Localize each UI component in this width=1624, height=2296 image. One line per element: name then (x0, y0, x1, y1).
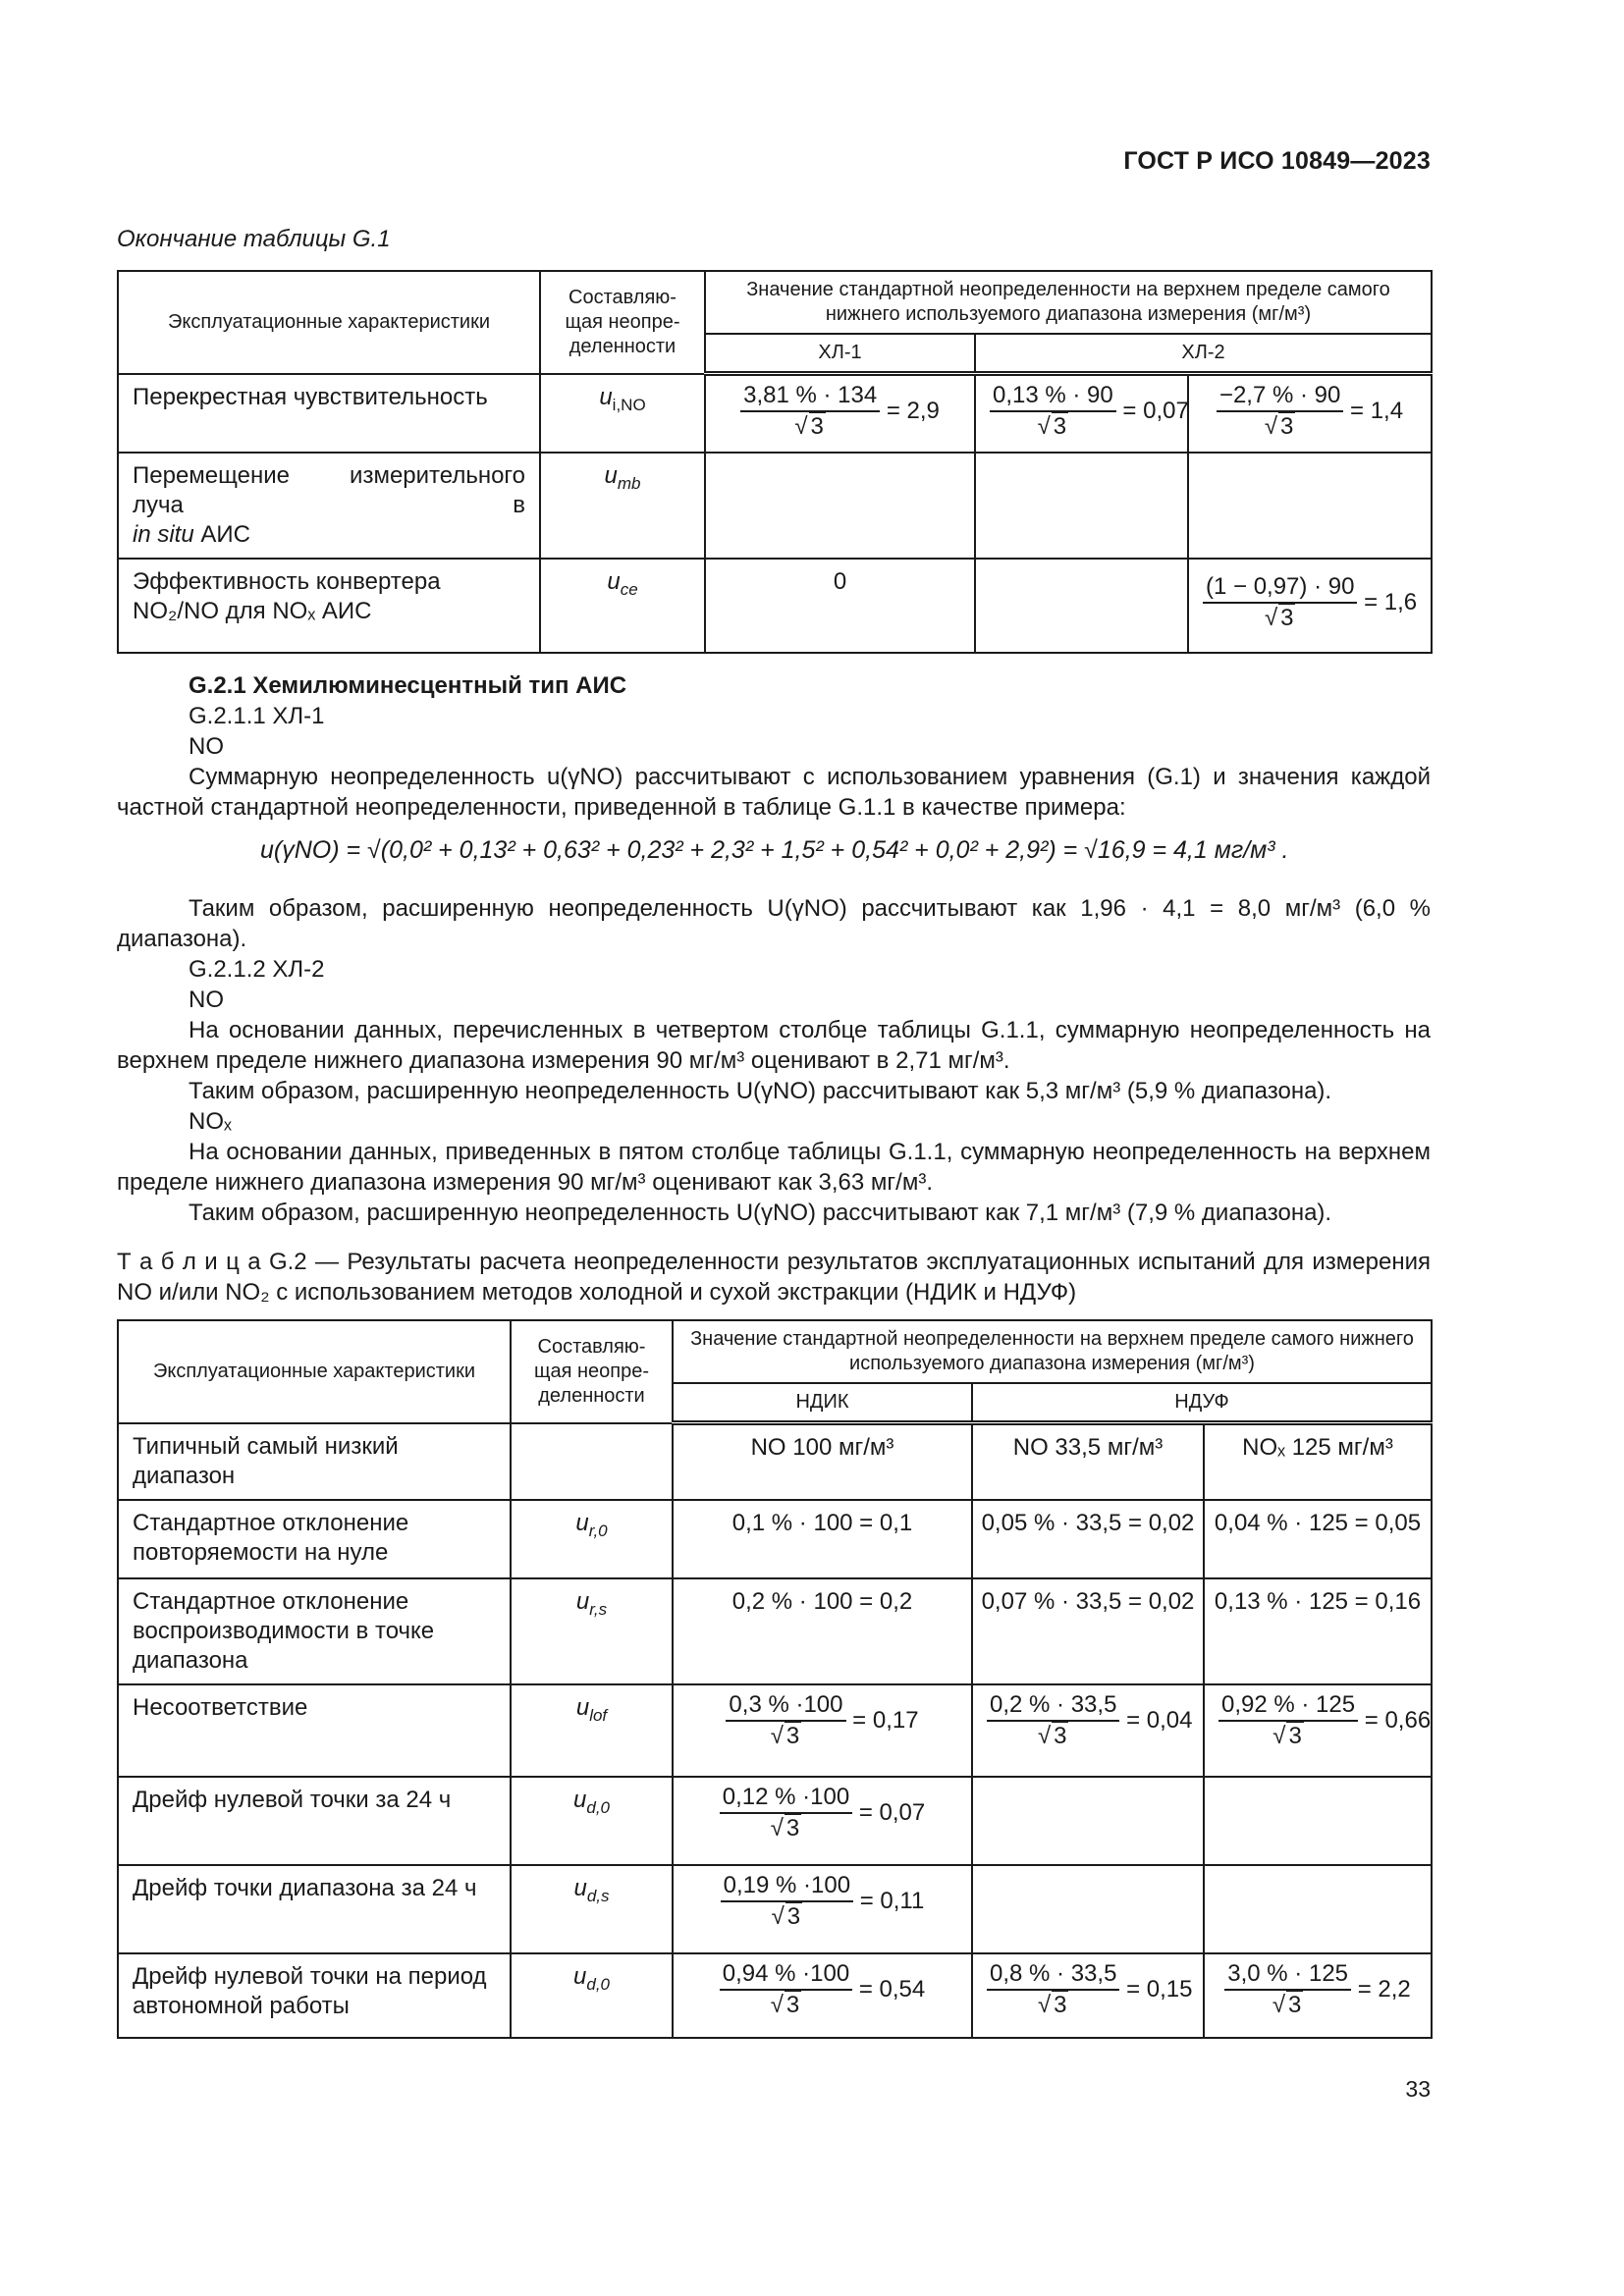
gas-label: NOₓ (189, 1108, 232, 1135)
formula-cell: $\frac{0,13 \% \cdot 90}{√ 3}$ = 0,07 (975, 374, 1188, 453)
empty-cell (511, 1423, 673, 1500)
formula-cell: $\frac{0,19 \% \cdot 100}{√ 3}$ = 0,11 (673, 1865, 972, 1953)
subsection-heading: G.2.1.2 ХЛ-2 (189, 956, 325, 983)
header-component: Составляю-щая неопре-деленности (511, 1320, 673, 1423)
formula-cell: $\frac{3,81 \% \cdot 134}{√ 3}$ = 2,9 (705, 374, 975, 453)
table-continuation-caption: Окончание таблицы G.1 (117, 226, 391, 252)
empty-cell (975, 453, 1188, 559)
empty-cell (1204, 1865, 1432, 1953)
row-symbol: $u_{lof}$ (511, 1684, 673, 1777)
table-g1 (117, 270, 1433, 654)
value-cell: 0,1 % · 100 = 0,1 (673, 1500, 972, 1578)
header-value: Значение стандартной неопределенности на верхнем пределе самого нижнего используемого диапазона измерения (мг/м³) (705, 271, 1432, 334)
range-cell: NO 100 мг/м³ (673, 1423, 972, 1500)
paragraph: На основании данных, перечисленных в четвертом столбце таблицы G.1.1, суммарную неопределенность на верхнем пределе нижнего диапазона измерения 90 мг/м³ оценивают в 2,71 мг/м³. (117, 1017, 1431, 1074)
empty-cell (705, 453, 975, 559)
header-nduf: НДУФ (972, 1383, 1432, 1423)
row-name: Перекрестная чувствительность (118, 374, 540, 453)
row-symbol: $u_{d,s}$ (511, 1865, 673, 1953)
range-cell: NO 33,5 мг/м³ (972, 1423, 1204, 1500)
subsection-heading: G.2.1.1 ХЛ-1 (189, 703, 325, 729)
formula-cell: $\frac{0,92 \% \cdot 125}{√ 3}$ = 0,66 (1204, 1684, 1432, 1777)
row-symbol: $u_{d,0}$ (511, 1953, 673, 2038)
empty-cell (975, 559, 1188, 653)
row-name: Типичный самый низкий диапазон (118, 1423, 511, 1500)
formula-cell: $\frac{3,0 \% \cdot 125}{√ 3}$ = 2,2 (1204, 1953, 1432, 2038)
header-characteristics: Эксплуатационные характеристики (118, 1320, 511, 1423)
header-ndik: НДИК (673, 1383, 972, 1423)
table-g2 (117, 1319, 1433, 2039)
row-name: Перемещение измерительного луча в in situ АИС (118, 453, 540, 559)
formula-cell: $\frac{0,94 \% \cdot 100}{√ 3}$ = 0,54 (673, 1953, 972, 2038)
row-name: Эффективность конвертера NO₂/NO для NOₓ АИС (118, 559, 540, 653)
empty-cell (1204, 1777, 1432, 1865)
table-g2-caption: Т а б л и ц а G.2 — Результаты расчета неопределенности результатов эксплуатационных испытаний для измерения NO и/или NO₂ с использованием методов холодной и сухой экстракции (НДИК и НДУФ) (117, 1249, 1431, 1306)
section-heading: G.2.1 Хемилюминесцентный тип АИС (189, 672, 627, 699)
header-hl1: ХЛ-1 (705, 334, 975, 374)
header-hl2: ХЛ-2 (975, 334, 1432, 374)
row-name: Стандартное отклонение воспроизводимости в точке диапазона (118, 1578, 511, 1684)
row-symbol: $u_{r,0}$ (511, 1500, 673, 1578)
row-symbol: $u_{i,NO}$ (540, 374, 705, 453)
formula-cell: $\frac{0,12 \% \cdot 100}{√ 3}$ = 0,07 (673, 1777, 972, 1865)
empty-cell (1188, 453, 1432, 559)
value-cell: 0,05 % · 33,5 = 0,02 (972, 1500, 1204, 1578)
paragraph: Таким образом, расширенную неопределенность U(γNO) рассчитывают как 7,1 мг/м³ (7,9 % диапазона). (189, 1200, 1332, 1226)
row-name: Дрейф нулевой точки за 24 ч (118, 1777, 511, 1865)
section-text (117, 893, 1431, 1228)
paragraph: Таким образом, расширенную неопределенность U(γNO) рассчитывают как 1,96 · 4,1 = 8,0 мг/м³ (6,0 % диапазона). (117, 895, 1431, 952)
row-symbol: $u_{mb}$ (540, 453, 705, 559)
formula-cell: $\frac{0,8 \% \cdot 33,5}{√ 3}$ = 0,15 (972, 1953, 1204, 2038)
gas-label: NO (189, 733, 224, 760)
row-name: Несоответствие (118, 1684, 511, 1777)
uncertainty-formula: u(γNO) = √(0,0² + 0,13² + 0,63² + 0,23² + 2,3² + 1,5² + 0,54² + 0,0² + 2,9²) = √16,9 = 4,1 мг/м³ . (260, 836, 1289, 864)
value-cell: 0,13 % · 125 = 0,16 (1204, 1578, 1432, 1684)
header-component: Составляю-щая неопре-деленности (540, 271, 705, 374)
empty-cell (972, 1777, 1204, 1865)
value-cell: 0,04 % · 125 = 0,05 (1204, 1500, 1432, 1578)
formula-cell: $\frac{-2,7 \% \cdot 90}{√ 3}$ = 1,4 (1188, 374, 1432, 453)
header-characteristics: Эксплуатационные характеристики (118, 271, 540, 374)
paragraph: Суммарную неопределенность u(γNO) рассчитывают с использованием уравнения (G.1) и значения каждой частной стандартной неопределенности, приведенной в таблице G.1.1 в качестве примера: (117, 764, 1431, 821)
paragraph: На основании данных, приведенных в пятом столбце таблицы G.1.1, суммарную неопределенность на верхнем пределе нижнего диапазона измерения 90 мг/м³ оценивают как 3,63 мг/м³. (117, 1139, 1431, 1196)
empty-cell (972, 1865, 1204, 1953)
standard-number: ГОСТ Р ИСО 10849—2023 (1123, 147, 1431, 175)
formula-cell: $\frac{0,2 \% \cdot 33,5}{√ 3}$ = 0,04 (972, 1684, 1204, 1777)
range-cell: NOₓ 125 мг/м³ (1204, 1423, 1432, 1500)
gas-label: NO (189, 987, 224, 1013)
row-symbol: $u_{ce}$ (540, 559, 705, 653)
header-value: Значение стандартной неопределенности на верхнем пределе самого нижнего используемого диапазона измерения (мг/м³) (673, 1320, 1432, 1383)
row-symbol: $u_{d,0}$ (511, 1777, 673, 1865)
value-cell: 0,2 % · 100 = 0,2 (673, 1578, 972, 1684)
row-name: Дрейф нулевой точки на период автономной работы (118, 1953, 511, 2038)
value-cell: 0,07 % · 33,5 = 0,02 (972, 1578, 1204, 1684)
formula-cell: $\frac{0,3 \% \cdot 100}{√ 3}$ = 0,17 (673, 1684, 972, 1777)
section-text (117, 670, 1431, 823)
value-cell: 0 (705, 559, 975, 653)
page-number: 33 (1405, 2076, 1431, 2102)
row-symbol: $u_{r,s}$ (511, 1578, 673, 1684)
formula-cell: $\frac{(1 - 0,97) \cdot 90}{√ 3}$ = 1,6 (1188, 559, 1432, 653)
row-name: Стандартное отклонение повторяемости на нуле (118, 1500, 511, 1578)
row-name: Дрейф точки диапазона за 24 ч (118, 1865, 511, 1953)
paragraph: Таким образом, расширенную неопределенность U(γNO) рассчитывают как 5,3 мг/м³ (5,9 % диапазона). (189, 1078, 1332, 1104)
